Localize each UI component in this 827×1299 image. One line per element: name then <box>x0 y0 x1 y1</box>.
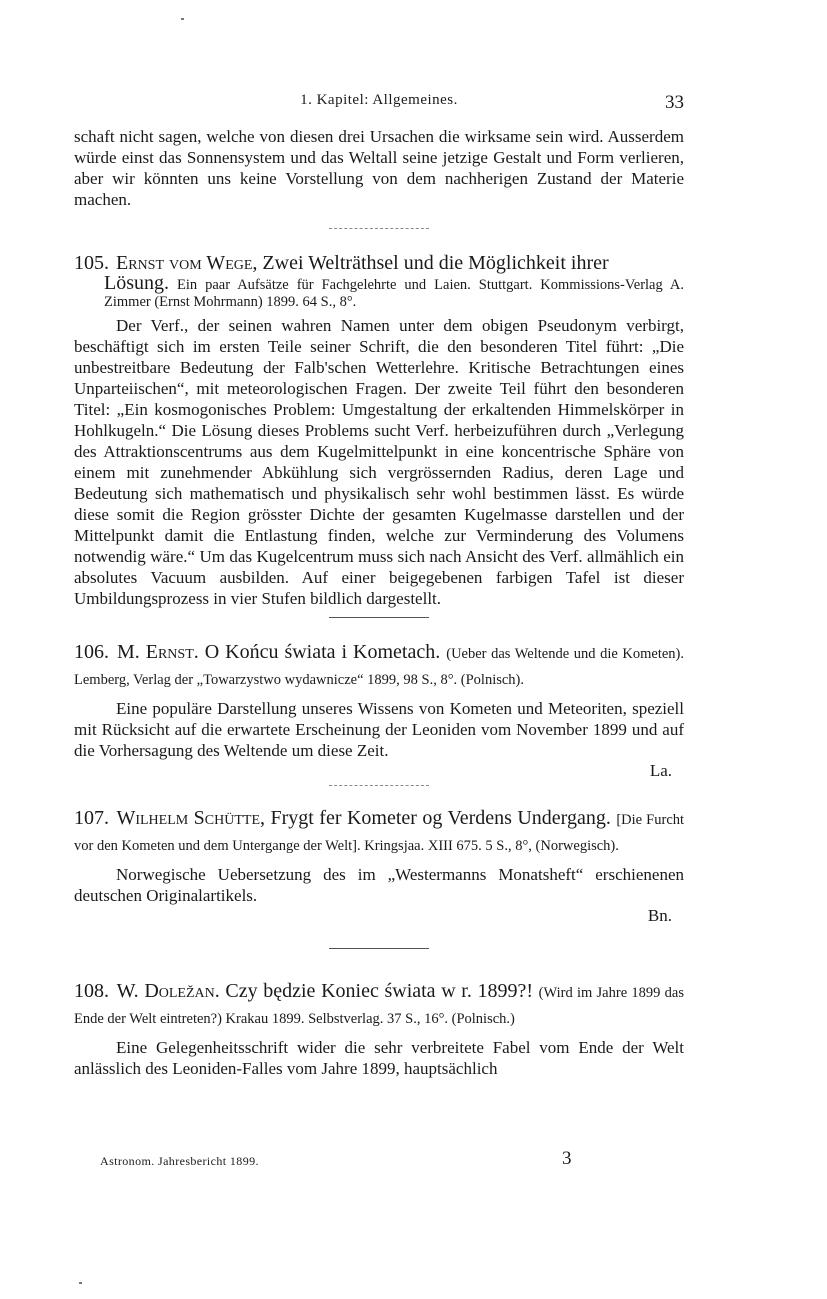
entry-number: 108. <box>74 980 109 1002</box>
entry-biblio-block <box>74 272 685 311</box>
entry-title: O Końcu świata i Kometach. <box>204 641 441 663</box>
entry-heading <box>74 806 684 858</box>
entry-author: W. Doležan. <box>116 980 220 1002</box>
entry-heading <box>74 979 684 1031</box>
entry-106 <box>74 640 684 781</box>
reviewer-signature: Bn. <box>647 906 672 925</box>
intro-paragraph: schaft nicht sagen, welche von diesen drei Ursachen die wirksame sein wird. Ausserdem würde einst das Sonnensystem und das Weltall seine jetzige Gestalt und Form verlieren, aber wir könnten uns keine Vorstellung von dem nachherigen Zustand der Materie machen. <box>74 127 684 209</box>
entry-number: 106. <box>74 641 109 663</box>
entry-author: M. Ernst. <box>116 641 199 663</box>
page-body <box>74 126 684 1079</box>
entry-title-continued: Lösung. <box>104 272 169 294</box>
entry-biblio: (Ueber das Weltende und die Kometen). Lemberg, Verlag der „Towarzystwo wydawnicze“ 1899, 98 S., 8°. (Polnisch). <box>74 646 685 688</box>
entry-author: Ernst vom Wege, <box>116 252 258 274</box>
entry-105 <box>74 251 684 609</box>
entry-biblio: (Wird im Jahre 1899 das Ende der Welt eintreten?) Krakau 1899. Selbstverlag. 37 S., 16°. (Polnisch.) <box>74 985 684 1027</box>
entry-title: Czy będzie Koniec świata w r. 1899?! <box>225 980 534 1002</box>
entry-heading <box>74 640 684 692</box>
entry-107 <box>74 806 684 926</box>
scan-speck <box>181 18 184 20</box>
entry-title: Frygt fer Kometer og Verdens Undergang. <box>270 807 611 829</box>
entry-author: Wilhelm Schütte, <box>116 807 266 829</box>
entry-number: 105. <box>74 252 109 274</box>
entry-text: Der Verf., der seinen wahren Namen unter dem obigen Pseudonym verbirgt, beschäftigt sich im ersten Teile seiner Schrift, die den besonderen Titel führt: „Die unbestreitbare Bedeutung der Falb'schen Wetterlehre. Kritische Betrachtungen eines Unparteiischen“, mit meteorologischen Fragen. Der zweite Teil führt den besonderen Titel: „Ein kosmogonisches Problem: Umgestaltung der erkaltenden Himmelskörper in Hohlkugeln.“ Die Lösung dieses Problems sucht Verf. herbeizuführen durch „Verlegung des Attraktionscentrums aus dem Kugelmittelpunkt in eine koncentrische Sphäre von einem mit zunehmender Abkühlung sich vergrössernden Radius, deren Lage und Bedeutung sich mathematisch und physikalisch sehr wohl bestimmen lässt. Es würde diese somit die Region grösster Dichte der gesamten Kugelmasse darstellen und der Mittelpunkt damit die Entlastung finden, welche zur Verminderung des Volumens notwendig wäre.“ Um das Kugelcentrum muss sich nach Ansicht des Verf. allmählich ein absolutes Vacuum ausbilden. Auf einer beigegebenen farbigen Tafel ist dieser Umbildungsprozess in vier Stufen bildlich dargestellt. <box>74 316 684 608</box>
entry-108 <box>74 979 684 1079</box>
scan-speck <box>79 1282 82 1284</box>
page-header <box>74 92 684 114</box>
page-number: 33 <box>665 92 684 113</box>
entry-biblio: Ein paar Aufsätze für Fachgelehrte und Laien. Stuttgart. Kommissions-Verlag A. Zimmer (Ernst Mohrmann) 1899. 64 S., 8°. <box>104 277 685 310</box>
entry-title: Zwei Welträthsel und die Möglichkeit ihrer <box>262 252 609 274</box>
running-title: 1. Kapitel: Allgemeines. <box>300 92 458 108</box>
footer-source: Astronom. Jahresbericht 1899. <box>100 1154 259 1168</box>
sheet-number: 3 <box>562 1148 572 1169</box>
entry-number: 107. <box>74 807 109 829</box>
entry-text: Eine Gelegenheitsschrift wider die sehr verbreitete Fabel vom Ende der Welt anlässlich des Leoniden-Falles vom Jahre 1899, hauptsächlich <box>74 1038 684 1078</box>
entry-biblio: [Die Furcht vor den Kometen und dem Untergange der Welt]. Kringsjaa. XIII 675. 5 S., 8°, (Norwegisch). <box>74 812 685 854</box>
reviewer-signature: La. <box>649 761 672 780</box>
entry-text: Norwegische Uebersetzung des im „Westermanns Monatsheft“ erschienenen deutschen Originalartikels. <box>74 865 684 905</box>
entry-text: Eine populäre Darstellung unseres Wissens von Kometen und Meteoriten, speziell mit Rücksicht auf die erwartete Erscheinung der Leoniden vom November 1899 und auf die Vorhersagung des Weltende um diese Zeit. <box>74 699 684 760</box>
page-footer <box>100 1148 580 1178</box>
